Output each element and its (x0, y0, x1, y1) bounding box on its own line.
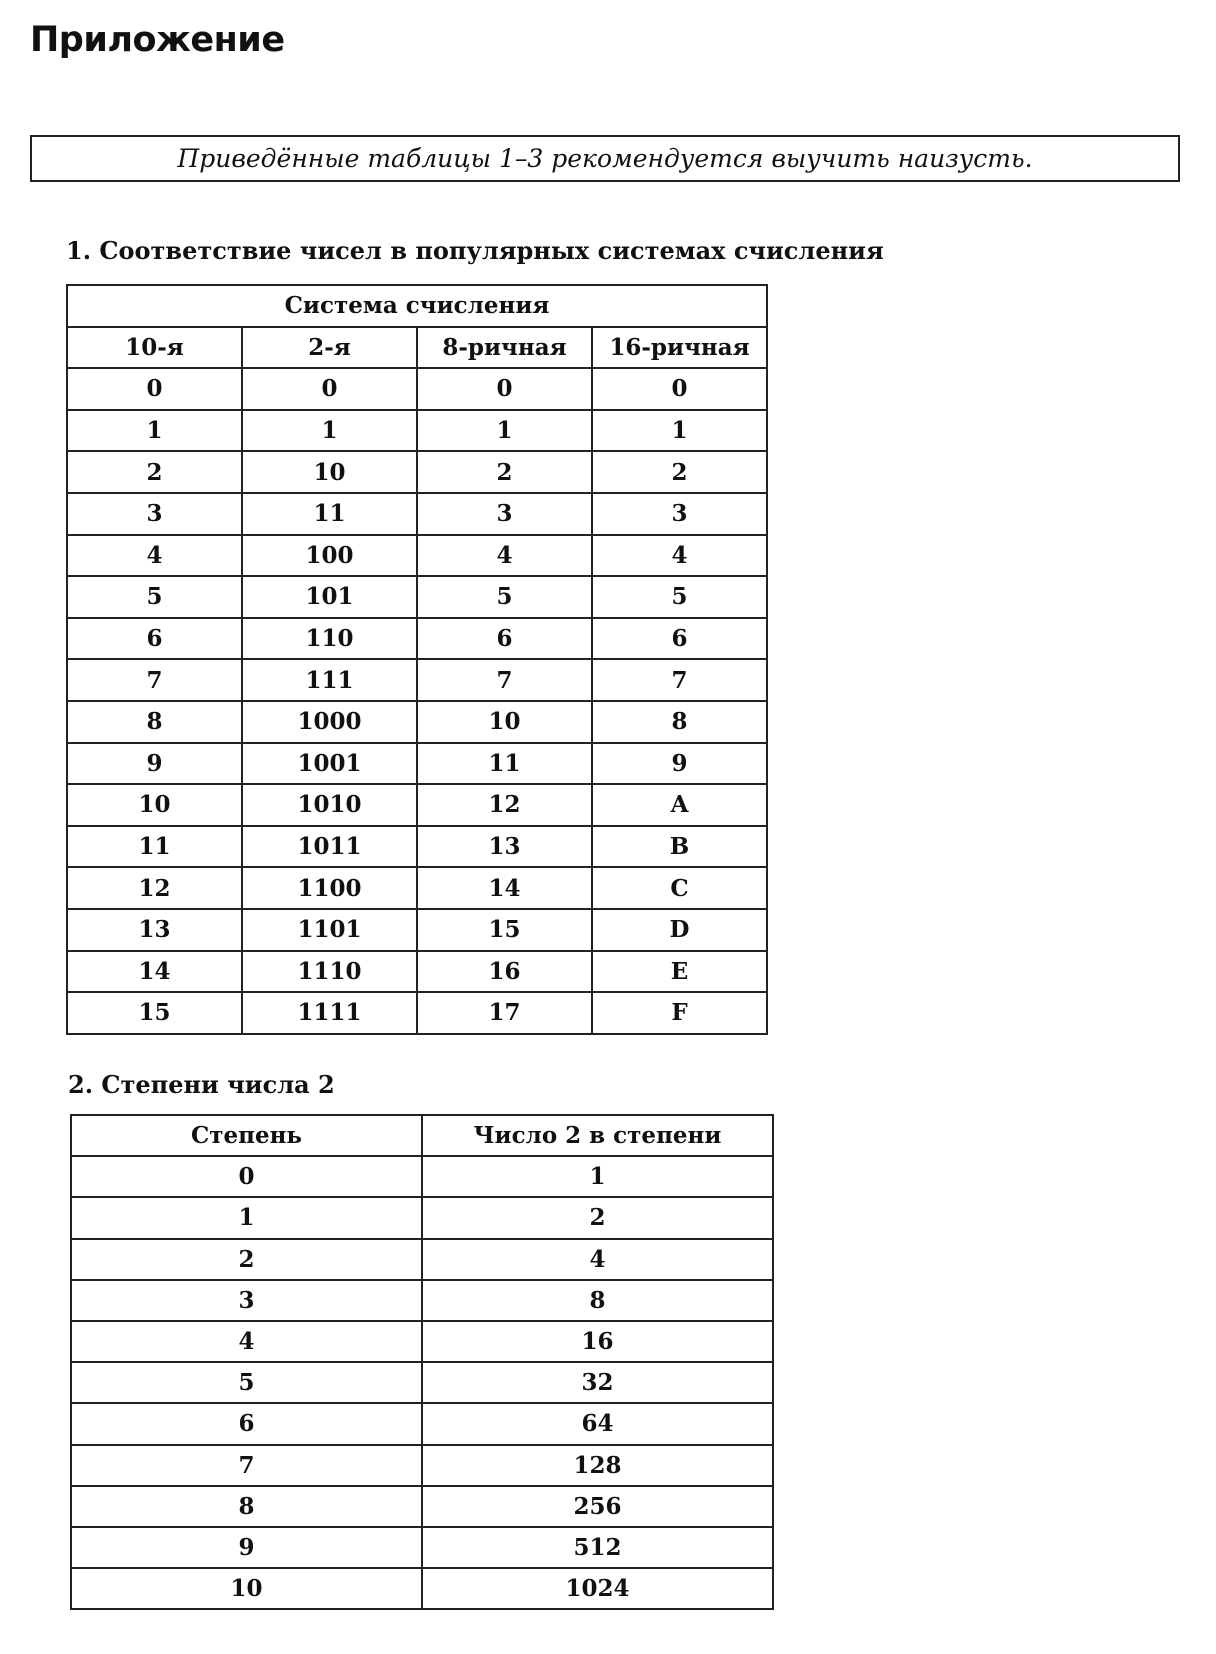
number-systems-cell: 1 (67, 410, 242, 452)
table-row (67, 618, 767, 660)
table-row (67, 368, 767, 410)
powers-of-two-cell: 6 (71, 1403, 422, 1444)
number-systems-column-header: 8-ричная (417, 327, 592, 369)
number-systems-cell: 16 (417, 951, 592, 993)
number-systems-table (66, 284, 768, 1035)
table-row (67, 659, 767, 701)
number-systems-cell: 7 (592, 659, 767, 701)
number-systems-cell: 6 (592, 618, 767, 660)
number-systems-cell: 3 (592, 493, 767, 535)
number-systems-cell: 1010 (242, 784, 417, 826)
number-systems-cell: 7 (67, 659, 242, 701)
powers-of-two-cell: 4 (422, 1239, 773, 1280)
number-systems-column-header: 16-ричная (592, 327, 767, 369)
table-row (71, 1239, 773, 1280)
table-row (67, 493, 767, 535)
table-row (71, 1280, 773, 1321)
number-systems-column-header: 10-я (67, 327, 242, 369)
powers-of-two-cell: 128 (422, 1445, 773, 1486)
number-systems-cell: 15 (417, 909, 592, 951)
number-systems-cell: 101 (242, 576, 417, 618)
table-row (67, 951, 767, 993)
section-2-title: 2. Степени числа 2 (68, 1070, 335, 1099)
powers-of-two-cell: 32 (422, 1362, 773, 1403)
number-systems-cell: 110 (242, 618, 417, 660)
number-systems-cell: 11 (417, 743, 592, 785)
number-systems-cell: 4 (417, 535, 592, 577)
number-systems-cell: 1101 (242, 909, 417, 951)
number-systems-cell: 8 (67, 701, 242, 743)
number-systems-cell: D (592, 909, 767, 951)
table-row (67, 451, 767, 493)
number-systems-cell: 1 (242, 410, 417, 452)
powers-of-two-cell: 10 (71, 1568, 422, 1609)
number-systems-cell: 13 (67, 909, 242, 951)
memorize-note (30, 135, 1180, 182)
table-row (67, 909, 767, 951)
number-systems-cell: 100 (242, 535, 417, 577)
table-row (71, 1568, 773, 1609)
number-systems-cell: 15 (67, 992, 242, 1034)
number-systems-cell: 17 (417, 992, 592, 1034)
powers-of-two-cell: 64 (422, 1403, 773, 1444)
page-title: Приложение (30, 20, 285, 60)
table-row (67, 701, 767, 743)
number-systems-cell: A (592, 784, 767, 826)
number-systems-cell: 12 (67, 867, 242, 909)
number-systems-cell: 10 (67, 784, 242, 826)
table-row (71, 1197, 773, 1238)
table-row (67, 410, 767, 452)
number-systems-cell: 1011 (242, 826, 417, 868)
powers-of-two-cell: 0 (71, 1156, 422, 1197)
table-row (71, 1403, 773, 1444)
number-systems-cell: C (592, 867, 767, 909)
number-systems-cell: F (592, 992, 767, 1034)
table-row (67, 867, 767, 909)
table-row (67, 784, 767, 826)
number-systems-cell: 0 (592, 368, 767, 410)
number-systems-cell: 111 (242, 659, 417, 701)
number-systems-cell: 7 (417, 659, 592, 701)
number-systems-cell: 12 (417, 784, 592, 826)
table-row (71, 1362, 773, 1403)
powers-of-two-cell: 5 (71, 1362, 422, 1403)
number-systems-cell: 1001 (242, 743, 417, 785)
powers-of-two-table (70, 1114, 774, 1610)
table-row (71, 1527, 773, 1568)
number-systems-cell: 11 (67, 826, 242, 868)
section-1-title: 1. Соответствие чисел в популярных системах счисления (66, 236, 884, 265)
number-systems-cell: 0 (67, 368, 242, 410)
number-systems-column-header: 2-я (242, 327, 417, 369)
powers-of-two-cell: 1024 (422, 1568, 773, 1609)
powers-of-two-cell: 4 (71, 1321, 422, 1362)
number-systems-cell: 1110 (242, 951, 417, 993)
number-systems-cell: 2 (417, 451, 592, 493)
powers-of-two-cell: 512 (422, 1527, 773, 1568)
number-systems-cell: 3 (67, 493, 242, 535)
number-systems-cell: 1111 (242, 992, 417, 1034)
powers-of-two-cell: 1 (71, 1197, 422, 1238)
number-systems-cell: 1 (592, 410, 767, 452)
number-systems-cell: 4 (592, 535, 767, 577)
number-systems-cell: 1100 (242, 867, 417, 909)
number-systems-cell: 10 (417, 701, 592, 743)
number-systems-cell: 9 (67, 743, 242, 785)
memorize-note-text: Приведённые таблицы 1–3 рекомендуется выучить наизусть. (177, 144, 1033, 173)
table-row (71, 1445, 773, 1486)
powers-of-two-cell: 16 (422, 1321, 773, 1362)
powers-of-two-cell: 256 (422, 1486, 773, 1527)
powers-of-two-column-header: Число 2 в степени (422, 1115, 773, 1156)
powers-of-two-column-header: Степень (71, 1115, 422, 1156)
table-row (67, 576, 767, 618)
number-systems-cell: 11 (242, 493, 417, 535)
number-systems-cell: 5 (417, 576, 592, 618)
table-row (67, 535, 767, 577)
number-systems-cell: 3 (417, 493, 592, 535)
number-systems-cell: E (592, 951, 767, 993)
table-row (67, 992, 767, 1034)
number-systems-cell: 8 (592, 701, 767, 743)
number-systems-group-header: Система счисления (67, 285, 767, 327)
number-systems-cell: 2 (67, 451, 242, 493)
number-systems-cell: 5 (67, 576, 242, 618)
powers-of-two-cell: 8 (422, 1280, 773, 1321)
table-row (71, 1321, 773, 1362)
number-systems-cell: 14 (67, 951, 242, 993)
number-systems-cell: 0 (417, 368, 592, 410)
number-systems-cell: B (592, 826, 767, 868)
table-row (71, 1156, 773, 1197)
number-systems-cell: 2 (592, 451, 767, 493)
table-row (67, 826, 767, 868)
number-systems-cell: 10 (242, 451, 417, 493)
powers-of-two-cell: 7 (71, 1445, 422, 1486)
number-systems-cell: 5 (592, 576, 767, 618)
number-systems-cell: 13 (417, 826, 592, 868)
number-systems-cell: 1000 (242, 701, 417, 743)
powers-of-two-cell: 8 (71, 1486, 422, 1527)
number-systems-cell: 9 (592, 743, 767, 785)
number-systems-cell: 6 (67, 618, 242, 660)
table-row (71, 1486, 773, 1527)
powers-of-two-cell: 2 (422, 1197, 773, 1238)
powers-of-two-cell: 2 (71, 1239, 422, 1280)
number-systems-cell: 0 (242, 368, 417, 410)
number-systems-cell: 4 (67, 535, 242, 577)
table-row (67, 743, 767, 785)
number-systems-cell: 14 (417, 867, 592, 909)
powers-of-two-cell: 3 (71, 1280, 422, 1321)
powers-of-two-cell: 9 (71, 1527, 422, 1568)
powers-of-two-cell: 1 (422, 1156, 773, 1197)
number-systems-cell: 1 (417, 410, 592, 452)
number-systems-cell: 6 (417, 618, 592, 660)
